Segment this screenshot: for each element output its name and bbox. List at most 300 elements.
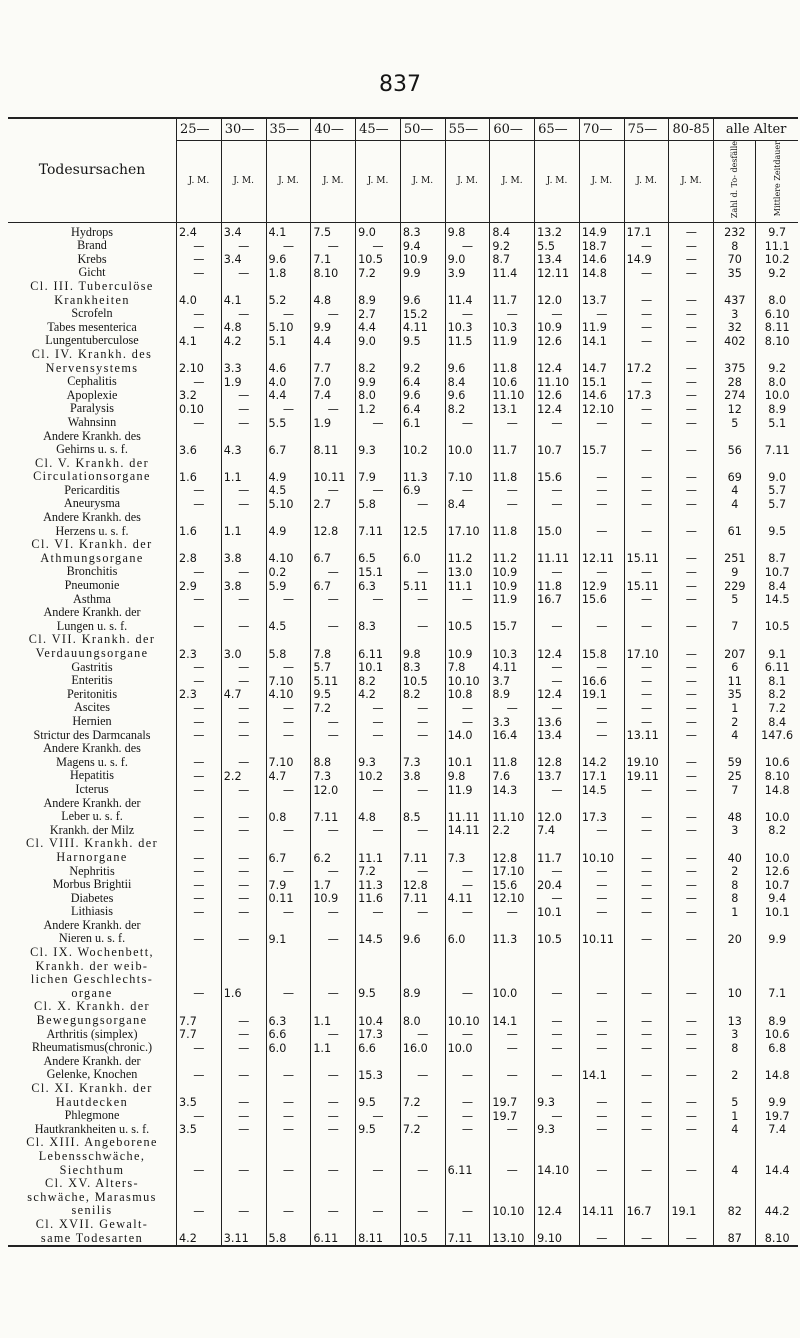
age-value-cell: — (535, 484, 580, 498)
age-value-cell: 13.6 (535, 715, 580, 729)
death-count-cell: 4 (714, 729, 756, 743)
age-value-cell: 6.3 (266, 1000, 311, 1027)
age-value-cell: 12.4 (535, 1177, 580, 1218)
cause-label-line: Hernien (72, 713, 112, 728)
age-value-cell: 4.5 (266, 484, 311, 498)
age-value-cell: 16.7 (535, 593, 580, 607)
sex-subheader (445, 140, 490, 222)
age-value-cell: — (221, 593, 266, 607)
death-count-cell: 3 (714, 824, 756, 838)
sex-subheader (356, 140, 401, 222)
table-row (8, 701, 798, 715)
age-value-cell: 11.9 (490, 593, 535, 607)
age-value-cell: — (535, 1109, 580, 1123)
age-value-cell: — (624, 674, 669, 688)
cause-label (8, 375, 177, 389)
age-value-cell: 11.8 (490, 511, 535, 538)
cause-label-line: Andere Krankh. der (43, 917, 141, 932)
death-count-cell: 35 (714, 688, 756, 702)
age-value-cell: 13.11 (624, 729, 669, 743)
cause-label-line: Cl. XVII. Gewalt- (35, 1216, 149, 1231)
mean-duration-cell: 9.1 (768, 647, 787, 661)
age-value-cell: 10.3 (490, 321, 535, 335)
cause-label (8, 1136, 177, 1177)
cause-label-line: Aneurysma (63, 496, 121, 511)
age-value-cell: — (579, 878, 624, 892)
death-count-cell: 7 (714, 783, 756, 797)
age-value-cell: — (311, 824, 356, 838)
age-value-cell: 2.2 (221, 769, 266, 783)
age-value-cell: 8.2 (445, 402, 490, 416)
age-value-cell: 9.9 (356, 375, 401, 389)
cause-label (8, 661, 177, 675)
age-value-cell: — (311, 565, 356, 579)
age-value-cell: 9.5 (311, 688, 356, 702)
age-value-cell: 10.5 (356, 253, 401, 267)
cause-label-line: Cl. V. Krankh. der (34, 455, 150, 470)
age-value-cell: 7.9 (356, 457, 401, 484)
table-row (8, 222, 798, 239)
age-value-cell: 6.2 (311, 837, 356, 864)
age-value-cell: 1.8 (266, 266, 311, 280)
age-value-cell: 15.1 (356, 565, 401, 579)
age-value-cell: — (535, 416, 580, 430)
mean-duration-cell: 147.6 (761, 729, 794, 743)
mean-duration-cell: 7.4 (768, 1123, 787, 1137)
death-count-cell: 59 (714, 742, 756, 769)
age-value-cell: — (624, 919, 669, 946)
age-value-cell: — (669, 593, 714, 607)
age-value-cell: 11.6 (356, 892, 401, 906)
cause-label (8, 688, 177, 702)
death-count-cell: 48 (714, 797, 756, 824)
age-value-cell: — (177, 606, 222, 633)
age-value-cell: 17.10 (445, 511, 490, 538)
age-value-cell: — (669, 715, 714, 729)
age-value-cell: — (669, 633, 714, 660)
age-value-cell: 2.4 (177, 222, 222, 239)
age-value-cell: — (669, 266, 714, 280)
age-value-cell: — (535, 783, 580, 797)
age-group-header: 30— (221, 118, 266, 140)
age-value-cell: — (535, 661, 580, 675)
age-value-cell: 9.5 (356, 1123, 401, 1137)
age-value-cell: — (266, 402, 311, 416)
cause-label-line: Circulationsorgane (33, 469, 151, 484)
age-value-cell: 11.4 (490, 266, 535, 280)
age-value-cell: 10.1 (535, 905, 580, 919)
mean-duration-cell: 8.0 (768, 375, 787, 389)
age-value-cell: — (311, 905, 356, 919)
age-value-cell: 11.7 (535, 837, 580, 864)
age-value-cell: — (669, 1000, 714, 1027)
age-value-cell: 8.10 (311, 266, 356, 280)
age-value-cell: — (535, 1055, 580, 1082)
cause-label-line: Tabes mesenterica (47, 319, 137, 334)
age-value-cell: — (221, 701, 266, 715)
mean-duration-cell: 7.11 (764, 443, 790, 457)
age-value-cell: 10.10 (445, 674, 490, 688)
age-value-cell: — (177, 715, 222, 729)
cause-label (8, 497, 177, 511)
age-value-cell: 4.1 (221, 280, 266, 307)
age-value-cell: 4.7 (266, 769, 311, 783)
mean-duration-cell: 14.4 (764, 1164, 790, 1178)
cause-label-line: Gehirns u. s. f. (56, 442, 128, 457)
age-value-cell: 2.10 (177, 348, 222, 375)
cause-label-line: same Todesarten (40, 1230, 144, 1245)
death-count-cell: 1 (714, 701, 756, 715)
age-value-cell: 9.5 (356, 1082, 401, 1109)
age-value-cell: — (400, 1177, 445, 1218)
table-body (8, 222, 798, 1246)
cause-label-line: Wahnsinn (67, 414, 117, 429)
cause-label (8, 253, 177, 267)
age-value-cell: 5.5 (266, 416, 311, 430)
age-value-cell: 9.1 (266, 919, 311, 946)
age-value-cell: 3.5 (177, 1123, 222, 1137)
mean-duration-cell: 19.7 (764, 1109, 790, 1123)
cause-label-line: Asthma (73, 591, 111, 606)
mean-duration-cell: 8.2 (768, 688, 787, 702)
age-value-cell: 9.2 (490, 239, 535, 253)
age-value-cell: — (579, 892, 624, 906)
age-value-cell: 7.1 (311, 253, 356, 267)
age-value-cell: 10.3 (445, 321, 490, 335)
age-value-cell: 4.9 (266, 457, 311, 484)
age-value-cell: — (177, 416, 222, 430)
age-value-cell: — (311, 239, 356, 253)
age-value-cell: 14.9 (624, 253, 669, 267)
table-row (8, 239, 798, 253)
mean-duration-cell: 8.9 (768, 1014, 787, 1028)
death-count-cell: 274 (714, 389, 756, 403)
age-value-cell: — (669, 701, 714, 715)
age-value-cell: 1.9 (221, 375, 266, 389)
age-value-cell: — (490, 1041, 535, 1055)
death-count-cell: 207 (714, 633, 756, 660)
mean-duration-cell: 9.0 (768, 470, 787, 484)
age-value-cell: 4.8 (221, 321, 266, 335)
age-value-cell: — (221, 674, 266, 688)
age-value-cell: — (177, 878, 222, 892)
sex-subheader (490, 140, 535, 222)
death-count-cell: 40 (714, 837, 756, 864)
age-value-cell: — (266, 865, 311, 879)
age-value-cell: — (624, 280, 669, 307)
age-value-cell: 10.10 (490, 1177, 535, 1218)
age-value-cell: 6.0 (400, 538, 445, 565)
mean-duration-cell: 9.9 (768, 1096, 787, 1110)
age-value-cell: 3.6 (177, 430, 222, 457)
age-value-cell: — (624, 457, 669, 484)
age-value-cell: — (400, 905, 445, 919)
death-count-cell: 4 (714, 1136, 756, 1177)
cause-label (8, 239, 177, 253)
age-value-cell: 17.10 (490, 865, 535, 879)
death-count-cell: 32 (714, 321, 756, 335)
age-value-cell: — (445, 905, 490, 919)
age-value-cell: — (221, 1136, 266, 1177)
cause-label-line: Paralysis (70, 401, 115, 416)
age-value-cell: 8.9 (400, 946, 445, 1000)
age-value-cell: — (356, 701, 401, 715)
cause-label (8, 484, 177, 498)
age-value-cell: — (669, 307, 714, 321)
cause-label-line: Lebensschwäche, (38, 1148, 146, 1163)
age-value-cell: — (624, 797, 669, 824)
age-value-cell: — (669, 837, 714, 864)
age-value-cell: 9.9 (311, 321, 356, 335)
age-value-cell: 1.2 (356, 402, 401, 416)
age-value-cell: 11.2 (490, 538, 535, 565)
age-value-cell: — (266, 1136, 311, 1177)
age-value-cell: — (266, 661, 311, 675)
age-value-cell: 10.1 (356, 661, 401, 675)
age-value-cell: 14.11 (445, 824, 490, 838)
age-value-cell: — (490, 701, 535, 715)
age-value-cell: 6.7 (266, 430, 311, 457)
age-value-cell: — (177, 1136, 222, 1177)
cause-label (8, 1000, 177, 1027)
age-value-cell: 7.10 (266, 674, 311, 688)
age-value-cell: 6.5 (356, 538, 401, 565)
age-value-cell: 7.11 (356, 511, 401, 538)
age-value-cell: 10.11 (311, 457, 356, 484)
age-value-cell: 1.1 (221, 457, 266, 484)
age-value-cell: 11.1 (356, 837, 401, 864)
age-value-cell: 1.9 (311, 416, 356, 430)
age-value-cell: — (221, 402, 266, 416)
age-value-cell: — (669, 878, 714, 892)
age-value-cell: — (177, 892, 222, 906)
age-value-cell: — (221, 715, 266, 729)
age-value-cell: — (311, 1109, 356, 1123)
age-value-cell: 9.3 (535, 1082, 580, 1109)
age-value-cell: — (311, 402, 356, 416)
age-value-cell: — (445, 593, 490, 607)
cause-label-line: Morbus Brightii (52, 877, 132, 892)
age-value-cell: 12.4 (535, 688, 580, 702)
mean-duration-cell: 14.8 (764, 1069, 790, 1083)
table-row (8, 1218, 798, 1246)
age-value-cell: 10.1 (445, 742, 490, 769)
age-value-cell: 12.8 (400, 878, 445, 892)
age-value-cell: — (624, 375, 669, 389)
table-row (8, 633, 798, 660)
age-value-cell: 4.10 (266, 688, 311, 702)
age-value-cell: — (445, 307, 490, 321)
age-value-cell: — (311, 1177, 356, 1218)
table-row (8, 797, 798, 824)
age-value-cell: — (535, 946, 580, 1000)
age-group-header: 40— (311, 118, 356, 140)
column-header-zahl (714, 140, 756, 222)
age-value-cell: 5.9 (266, 579, 311, 593)
cause-label-line: senilis (71, 1203, 113, 1218)
age-value-cell: 7.11 (400, 892, 445, 906)
age-value-cell: — (311, 865, 356, 879)
age-value-cell: 5.11 (400, 579, 445, 593)
cause-label-line: Siechthum (59, 1162, 125, 1177)
age-value-cell: 6.6 (266, 1028, 311, 1042)
cause-label (8, 593, 177, 607)
age-value-cell: 9.8 (400, 633, 445, 660)
age-value-cell: 9.3 (535, 1123, 580, 1137)
cause-label (8, 402, 177, 416)
age-value-cell: — (445, 715, 490, 729)
mean-duration-cell: 8.10 (764, 334, 790, 348)
age-value-cell: 9.5 (356, 946, 401, 1000)
age-value-cell: — (445, 946, 490, 1000)
age-value-cell: — (579, 1041, 624, 1055)
age-value-cell: 9.10 (535, 1218, 580, 1246)
mean-duration-cell: 10.7 (764, 566, 790, 580)
table-row (8, 1000, 798, 1027)
age-value-cell: — (356, 593, 401, 607)
cause-label-line: Andere Krankh. der (43, 605, 141, 620)
age-value-cell: — (221, 484, 266, 498)
age-value-cell: 4.1 (177, 334, 222, 348)
cause-label (8, 742, 177, 769)
age-value-cell: 10.11 (579, 919, 624, 946)
mean-duration-cell: 8.1 (768, 674, 787, 688)
cause-label-line: Hydrops (71, 224, 113, 239)
sex-subheader (266, 140, 311, 222)
age-value-cell: — (266, 593, 311, 607)
table-row (8, 484, 798, 498)
table-row (8, 824, 798, 838)
age-value-cell: 8.3 (400, 661, 445, 675)
age-value-cell: 8.5 (400, 797, 445, 824)
age-value-cell: — (445, 1109, 490, 1123)
age-value-cell: 2.2 (490, 824, 535, 838)
age-value-cell: 10.0 (490, 946, 535, 1000)
age-value-cell: 16.4 (490, 729, 535, 743)
age-value-cell: — (221, 1123, 266, 1137)
age-value-cell: — (177, 701, 222, 715)
age-value-cell: 6.11 (356, 633, 401, 660)
age-value-cell: 3.8 (221, 538, 266, 565)
age-group-header: 60— (490, 118, 535, 140)
mean-duration-cell: 10.0 (764, 389, 790, 403)
age-value-cell: 4.9 (266, 511, 311, 538)
age-value-cell: — (177, 769, 222, 783)
cause-label (8, 1055, 177, 1082)
table-row (8, 783, 798, 797)
age-value-cell: — (177, 729, 222, 743)
age-value-cell: 4.3 (221, 430, 266, 457)
age-value-cell: 19.11 (624, 769, 669, 783)
age-value-cell: 4.7 (221, 688, 266, 702)
age-value-cell: 5.8 (266, 633, 311, 660)
cause-label (8, 321, 177, 335)
cause-label-line: Ascites (74, 700, 110, 715)
table-row (8, 946, 798, 1000)
cause-label (8, 797, 177, 824)
age-value-cell: — (221, 1041, 266, 1055)
death-count-cell: 3 (714, 307, 756, 321)
age-value-cell: — (669, 538, 714, 565)
age-value-cell: 13.0 (445, 565, 490, 579)
age-value-cell: 4.4 (356, 321, 401, 335)
age-value-cell: 8.11 (356, 1218, 401, 1246)
age-value-cell: — (177, 865, 222, 879)
age-value-cell: 11.9 (579, 321, 624, 335)
age-value-cell: 7.11 (445, 1218, 490, 1246)
age-value-cell: 10.5 (445, 606, 490, 633)
age-value-cell: 17.2 (624, 348, 669, 375)
age-value-cell: — (445, 1028, 490, 1042)
age-value-cell: — (579, 1082, 624, 1109)
table-row (8, 892, 798, 906)
age-value-cell: — (177, 484, 222, 498)
cause-label-line: Gicht (78, 265, 106, 280)
age-value-cell: 1.6 (177, 457, 222, 484)
age-value-cell: — (624, 1109, 669, 1123)
death-count-cell: 4 (714, 484, 756, 498)
age-value-cell: 10.5 (535, 919, 580, 946)
age-value-cell: — (356, 484, 401, 498)
age-value-cell: 16.6 (579, 674, 624, 688)
age-value-cell: — (579, 565, 624, 579)
cause-label-line: Cl. VIII. Krankh. der (25, 836, 159, 851)
age-value-cell: 5.10 (266, 497, 311, 511)
age-value-cell: 3.7 (490, 674, 535, 688)
cause-label-line: Athmungsorgane (40, 550, 144, 565)
age-value-cell: — (624, 783, 669, 797)
cause-label-line: Scrofeln (71, 306, 113, 321)
age-value-cell: 10.9 (535, 321, 580, 335)
age-value-cell: — (669, 729, 714, 743)
mean-duration-cell: 10.6 (764, 756, 790, 770)
table-row (8, 606, 798, 633)
cause-label-line: Harnorgane (56, 849, 128, 864)
age-value-cell: — (266, 715, 311, 729)
mean-duration-cell: 7.1 (768, 987, 787, 1001)
age-value-cell: 9.4 (400, 239, 445, 253)
age-value-cell: — (579, 457, 624, 484)
age-value-cell: 10.9 (490, 579, 535, 593)
age-value-cell: 8.4 (490, 222, 535, 239)
age-value-cell: 10.5 (400, 674, 445, 688)
age-value-cell: 2.3 (177, 688, 222, 702)
sex-subheader (669, 140, 714, 222)
age-value-cell: — (177, 905, 222, 919)
age-value-cell: 12.11 (579, 538, 624, 565)
age-value-cell: — (669, 1123, 714, 1137)
age-value-cell: 2.9 (177, 579, 222, 593)
age-value-cell: — (624, 865, 669, 879)
age-value-cell: 8.2 (400, 688, 445, 702)
cause-label (8, 348, 177, 375)
age-value-cell: 11.7 (490, 430, 535, 457)
age-value-cell: — (445, 239, 490, 253)
age-value-cell: 8.7 (490, 253, 535, 267)
mean-duration-cell: 44.2 (764, 1204, 790, 1218)
table-row (8, 538, 798, 565)
age-value-cell: — (311, 919, 356, 946)
age-value-cell: — (624, 307, 669, 321)
cause-label-line: lichen Geschlechts- (30, 972, 154, 987)
age-value-cell: — (400, 1055, 445, 1082)
table-row (8, 1109, 798, 1123)
death-count-cell: 8 (714, 878, 756, 892)
age-value-cell: 3.8 (400, 769, 445, 783)
death-count-cell: 25 (714, 769, 756, 783)
age-value-cell: — (490, 307, 535, 321)
age-value-cell: — (445, 701, 490, 715)
